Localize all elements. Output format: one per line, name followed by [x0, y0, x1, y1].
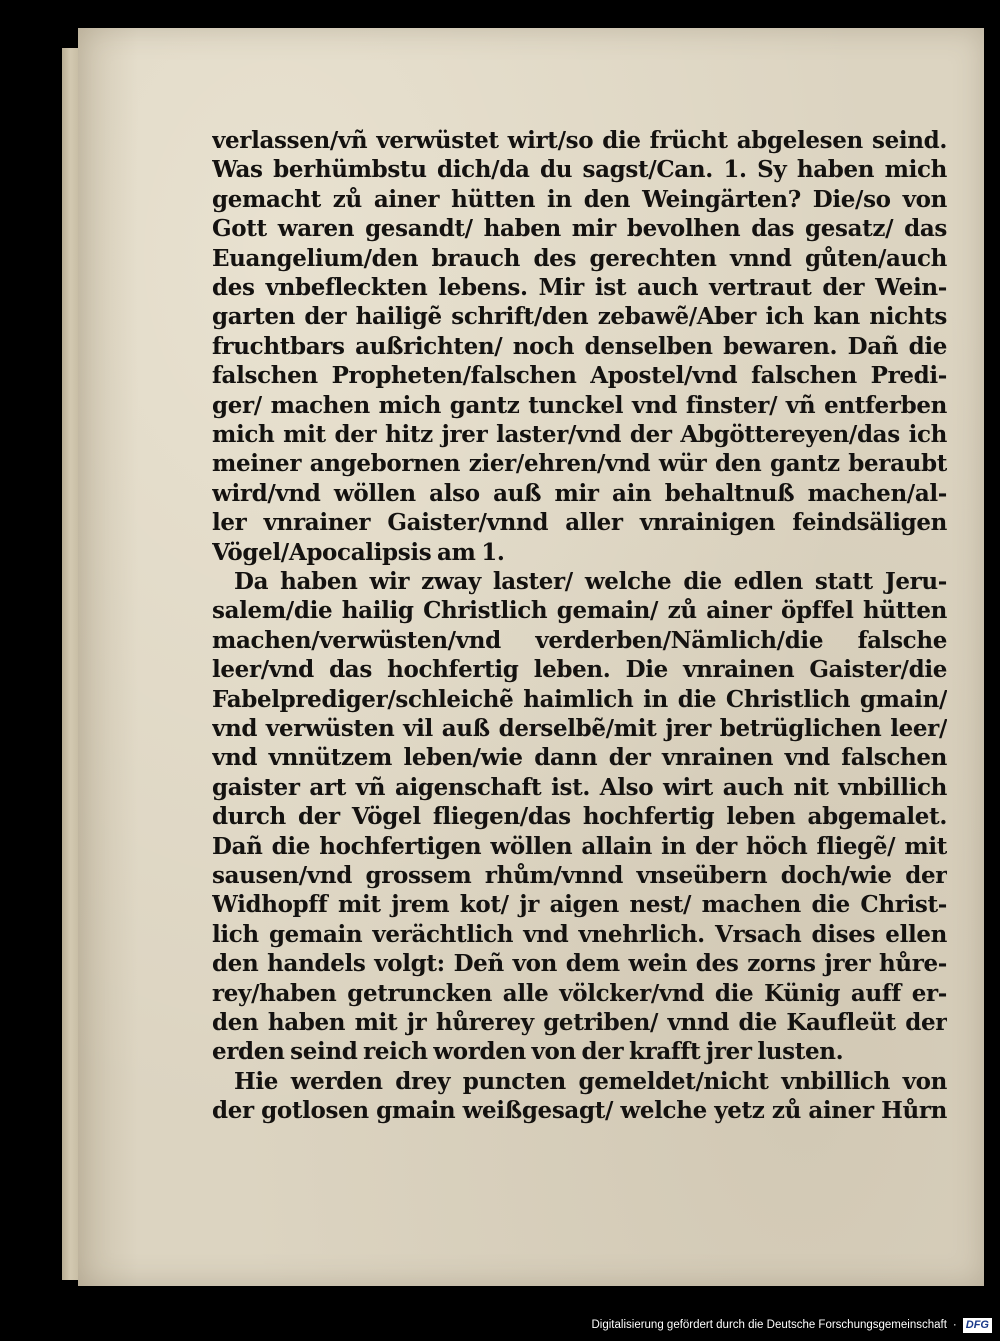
text-line: Da haben wir zway laster/ welche die edlen statt Jeru-	[234, 568, 947, 595]
text-line: salem/die hailig Christlich gemain/ zů ainer öpffel hütten	[212, 597, 947, 625]
footer-separator: ·	[952, 1319, 957, 1331]
text-line: garten der hailigẽ schrift/den zebawẽ/Aber ich kan nichts	[212, 303, 947, 331]
text-line: gemacht zů ainer hütten in den Weingärten? Die/so von	[212, 185, 947, 213]
text-line: sausen/vnd grossem rhům/vnnd vnseübern doch/wie der	[212, 862, 947, 889]
text-line: meiner angebornen zier/ehren/vnd wür den gantz beraubt	[212, 450, 947, 478]
text-line: Gott waren gesandt/ haben mir bevolhen das gesatz/ das	[212, 215, 947, 243]
footer-credit: Digitalisierung gefördert durch die Deutsche Forschungsgemeinschaft	[591, 1319, 947, 1331]
text-line: ler vnrainer Gaister/vnnd aller vnrainigen feindsäligen	[212, 509, 947, 537]
text-line: gaister art vñ aigenschaft ist. Also wirt auch nit vnbillich	[212, 773, 947, 801]
text-line: den haben mit jr hůrerey getriben/ vnnd die Kaufleüt der	[212, 1009, 947, 1036]
text-line: des vnbefleckten lebens. Mir ist auch vertraut der Wein-	[212, 274, 947, 301]
text-line: vnd vnnützem leben/wie dann der vnrainen vnd falschen	[212, 744, 947, 772]
text-line: durch der Vögel fliegen/das hochfertig leben abgemalet.	[212, 803, 947, 831]
text-line: fruchtbars außrichten/ noch denselben bewaren. Dañ die	[212, 332, 947, 360]
text-line: machen/verwüsten/vnd verderben/Nämlich/die falsche	[212, 626, 947, 654]
text-block	[212, 0, 972, 1341]
text-line: Fabelprediger/schleichẽ haimlich in die Christlich gmain/	[212, 685, 947, 713]
text-line: Vögel/Apocalipsis am 1.	[212, 538, 505, 566]
text-line: vnd verwüsten vil auß derselbẽ/mit jrer betrüglichen leer/	[212, 715, 947, 742]
text-line: Was berhümbstu dich/da du sagst/Can. 1. Sy haben mich	[212, 156, 947, 184]
text-line: erden seind reich worden von der krafft jrer lusten.	[212, 1038, 844, 1066]
text-line: verlassen/vñ verwüstet wirt/so die frücht abgelesen seind.	[212, 127, 947, 154]
text-line: Euangelium/den brauch des gerechten vnnd gůten/auch	[212, 244, 947, 272]
text-line: Hie werden drey puncten gemeldet/nicht vnbillich von	[234, 1067, 947, 1095]
dfg-logo: DFG	[963, 1318, 992, 1333]
text-line: der gotlosen gmain weißgesagt/ welche yetz zů ainer Hůrn	[212, 1097, 947, 1125]
footer	[592, 1315, 993, 1335]
page-shadow	[78, 28, 138, 1286]
text-line: den handels volgt: Deñ von dem wein des zorns jrer hůre-	[212, 950, 947, 978]
text-line: lich gemain verächtlich vnd vnehrlich. Vrsach dises ellen	[212, 920, 947, 948]
text-line: leer/vnd das hochfertig leben. Die vnrainen Gaister/die	[212, 656, 947, 684]
text-line: Widhopff mit jrem kot/ jr aigen nest/ machen die Christ-	[212, 891, 947, 919]
text-line: falschen Propheten/falschen Apostel/vnd falschen Predi-	[212, 362, 947, 390]
text-line: Dañ die hochfertigen wöllen allain in der höch fliegẽ/ mit	[212, 832, 947, 860]
text-line: ger/ machen mich gantz tunckel vnd finster/ vñ entferben	[212, 391, 947, 419]
text-line: rey/haben getruncken alle völcker/vnd die Künig auff er-	[212, 979, 947, 1007]
text-line: wird/vnd wöllen also auß mir ain behaltnuß machen/al-	[212, 479, 947, 507]
text-line: mich mit der hitz jrer laster/vnd der Abgöttereyen/das ich	[212, 421, 947, 448]
